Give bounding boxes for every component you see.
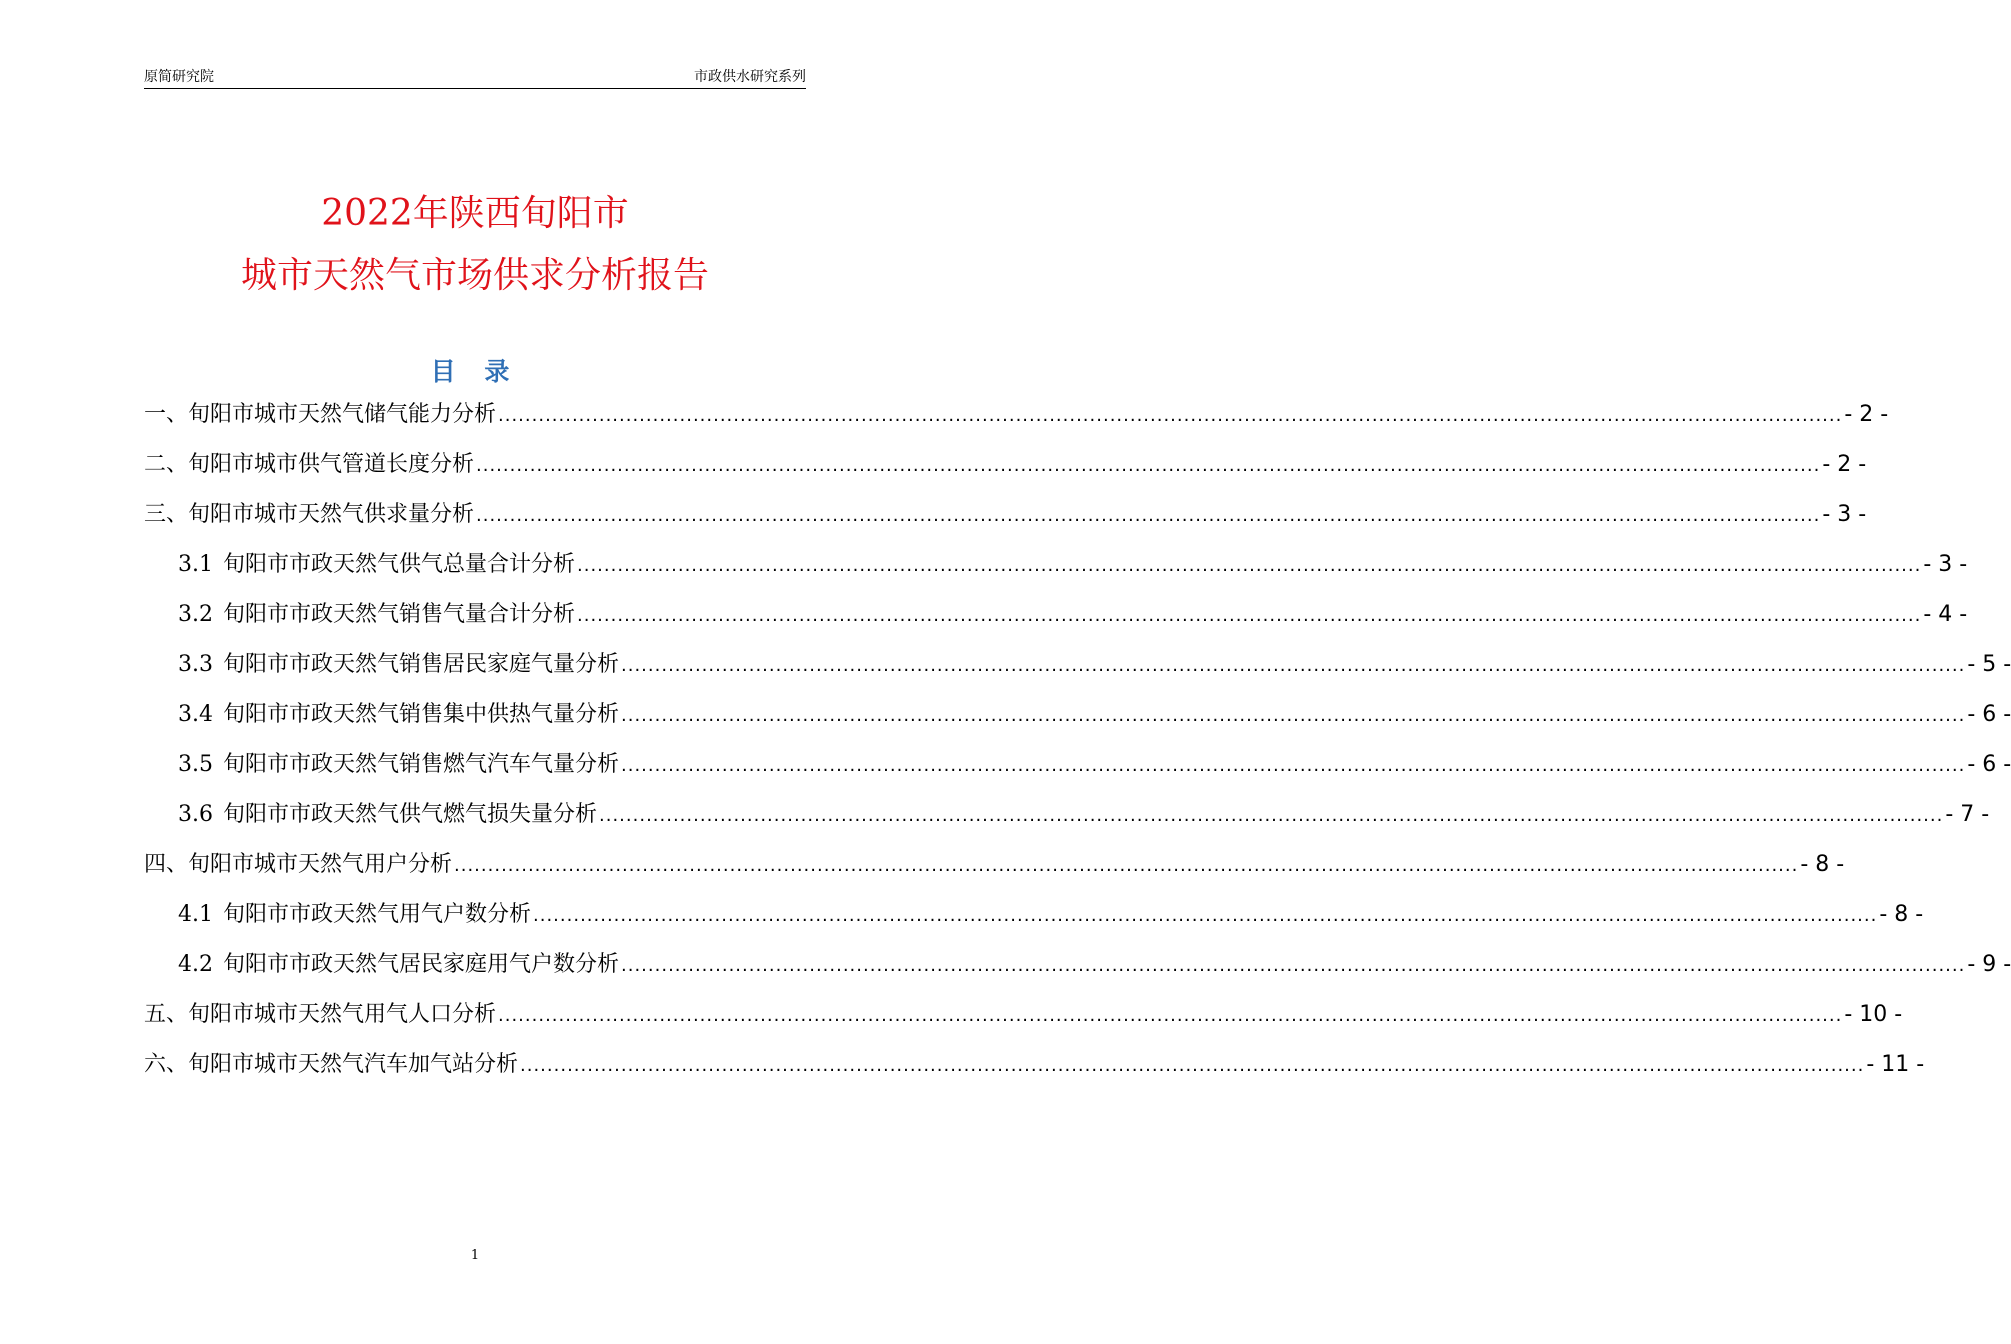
toc-entry-number: 3.6 bbox=[178, 802, 213, 827]
toc-dot-leader: ........................................................................................................................................................................................................ bbox=[621, 955, 1966, 976]
toc-entry-number: 3.2 bbox=[178, 602, 213, 627]
toc-dot-leader: ........................................................................................................................................................................................................ bbox=[476, 505, 1821, 526]
toc-entry-label: 五、旬阳市城市天然气用气人口分析 bbox=[144, 1002, 497, 1027]
toc-entry[interactable] bbox=[144, 1050, 1925, 1080]
toc-dot-leader: ........................................................................................................................................................................................................ bbox=[621, 705, 1966, 726]
toc-entry-page: - 8 - bbox=[1800, 852, 1845, 877]
toc-entry[interactable] bbox=[178, 900, 1924, 930]
toc-entry[interactable] bbox=[178, 600, 1968, 630]
toc-entry[interactable] bbox=[178, 550, 1968, 580]
toc-dot-leader: ........................................................................................................................................................................................................ bbox=[533, 905, 1878, 926]
toc-entry[interactable] bbox=[144, 500, 1867, 530]
toc-entry-number: 3.5 bbox=[178, 752, 213, 777]
toc-entry-label: 旬阳市市政天然气销售燃气汽车气量分析 bbox=[223, 752, 620, 777]
title-line-2: 城市天然气市场供求分析报告 bbox=[240, 255, 709, 296]
toc-entry-label: 六、旬阳市城市天然气汽车加气站分析 bbox=[144, 1052, 519, 1077]
toc-entry-page: - 6 - bbox=[1967, 752, 2011, 777]
toc-entry-page: - 2 - bbox=[1822, 452, 1867, 477]
toc-entry-number: 3.1 bbox=[178, 552, 213, 577]
toc-entry-page: - 10 - bbox=[1844, 1002, 1903, 1027]
toc-entry-page: - 8 - bbox=[1879, 902, 1924, 927]
toc-entry[interactable] bbox=[178, 650, 2011, 680]
page-number: 1 bbox=[470, 1248, 480, 1263]
toc-entry-label: 旬阳市市政天然气供气总量合计分析 bbox=[223, 552, 576, 577]
toc-entry[interactable] bbox=[178, 750, 2011, 780]
toc-entry-page: - 6 - bbox=[1967, 702, 2011, 727]
toc-entry[interactable] bbox=[178, 950, 2011, 980]
toc-entry-label: 旬阳市市政天然气销售气量合计分析 bbox=[223, 602, 576, 627]
toc-entry-number: 3.3 bbox=[178, 652, 213, 677]
toc-heading: 目 录 bbox=[430, 357, 520, 386]
toc-dot-leader: ........................................................................................................................................................................................................ bbox=[577, 555, 1922, 576]
toc-entry-page: - 4 - bbox=[1923, 602, 1968, 627]
toc-entry[interactable] bbox=[178, 800, 1990, 830]
toc-entry-label: 旬阳市市政天然气销售集中供热气量分析 bbox=[223, 702, 620, 727]
toc-entry[interactable] bbox=[144, 850, 1845, 880]
toc-entry-number: 3.4 bbox=[178, 702, 213, 727]
toc-entry-page: - 9 - bbox=[1967, 952, 2011, 977]
header-right-text: 市政供水研究系列 bbox=[694, 69, 806, 85]
toc-entry-number: 4.1 bbox=[178, 902, 213, 927]
toc-entry[interactable] bbox=[144, 400, 1889, 430]
toc-entry-number: 4.2 bbox=[178, 952, 213, 977]
toc-entry-page: - 3 - bbox=[1822, 502, 1867, 527]
toc-entry-label: 旬阳市市政天然气居民家庭用气户数分析 bbox=[223, 952, 620, 977]
toc-entry-label: 旬阳市市政天然气销售居民家庭气量分析 bbox=[223, 652, 620, 677]
toc-dot-leader: ........................................................................................................................................................................................................ bbox=[498, 1005, 1843, 1026]
toc-dot-leader: ........................................................................................................................................................................................................ bbox=[599, 805, 1944, 826]
toc-entry-page: - 5 - bbox=[1967, 652, 2011, 677]
toc-entry-page: - 7 - bbox=[1945, 802, 1990, 827]
toc-dot-leader: ........................................................................................................................................................................................................ bbox=[454, 855, 1799, 876]
toc-entry-page: - 3 - bbox=[1923, 552, 1968, 577]
toc-entry-page: - 2 - bbox=[1844, 402, 1889, 427]
toc-dot-leader: ........................................................................................................................................................................................................ bbox=[621, 655, 1966, 676]
title-line-1: 2022年陕西旬阳市 bbox=[321, 193, 629, 234]
toc-entry-label: 旬阳市市政天然气用气户数分析 bbox=[223, 902, 532, 927]
toc-dot-leader: ........................................................................................................................................................................................................ bbox=[621, 755, 1966, 776]
toc-entry-label: 三、旬阳市城市天然气供求量分析 bbox=[144, 502, 475, 527]
toc-dot-leader: ........................................................................................................................................................................................................ bbox=[498, 405, 1843, 426]
toc-entry-label: 二、旬阳市城市供气管道长度分析 bbox=[144, 452, 475, 477]
toc-entry-page: - 11 - bbox=[1866, 1052, 1925, 1077]
toc-dot-leader: ........................................................................................................................................................................................................ bbox=[577, 605, 1922, 626]
toc-entry-label: 一、旬阳市城市天然气储气能力分析 bbox=[144, 402, 497, 427]
toc-entry[interactable] bbox=[144, 1000, 1903, 1030]
toc-dot-leader: ........................................................................................................................................................................................................ bbox=[520, 1055, 1865, 1076]
toc-entry-label: 四、旬阳市城市天然气用户分析 bbox=[144, 852, 453, 877]
toc-entry[interactable] bbox=[178, 700, 2011, 730]
toc-dot-leader: ........................................................................................................................................................................................................ bbox=[476, 455, 1821, 476]
toc-entry[interactable] bbox=[144, 450, 1867, 480]
header-left-text: 原简研究院 bbox=[144, 69, 214, 85]
toc-entry-label: 旬阳市市政天然气供气燃气损失量分析 bbox=[223, 802, 598, 827]
page-header bbox=[144, 66, 806, 89]
